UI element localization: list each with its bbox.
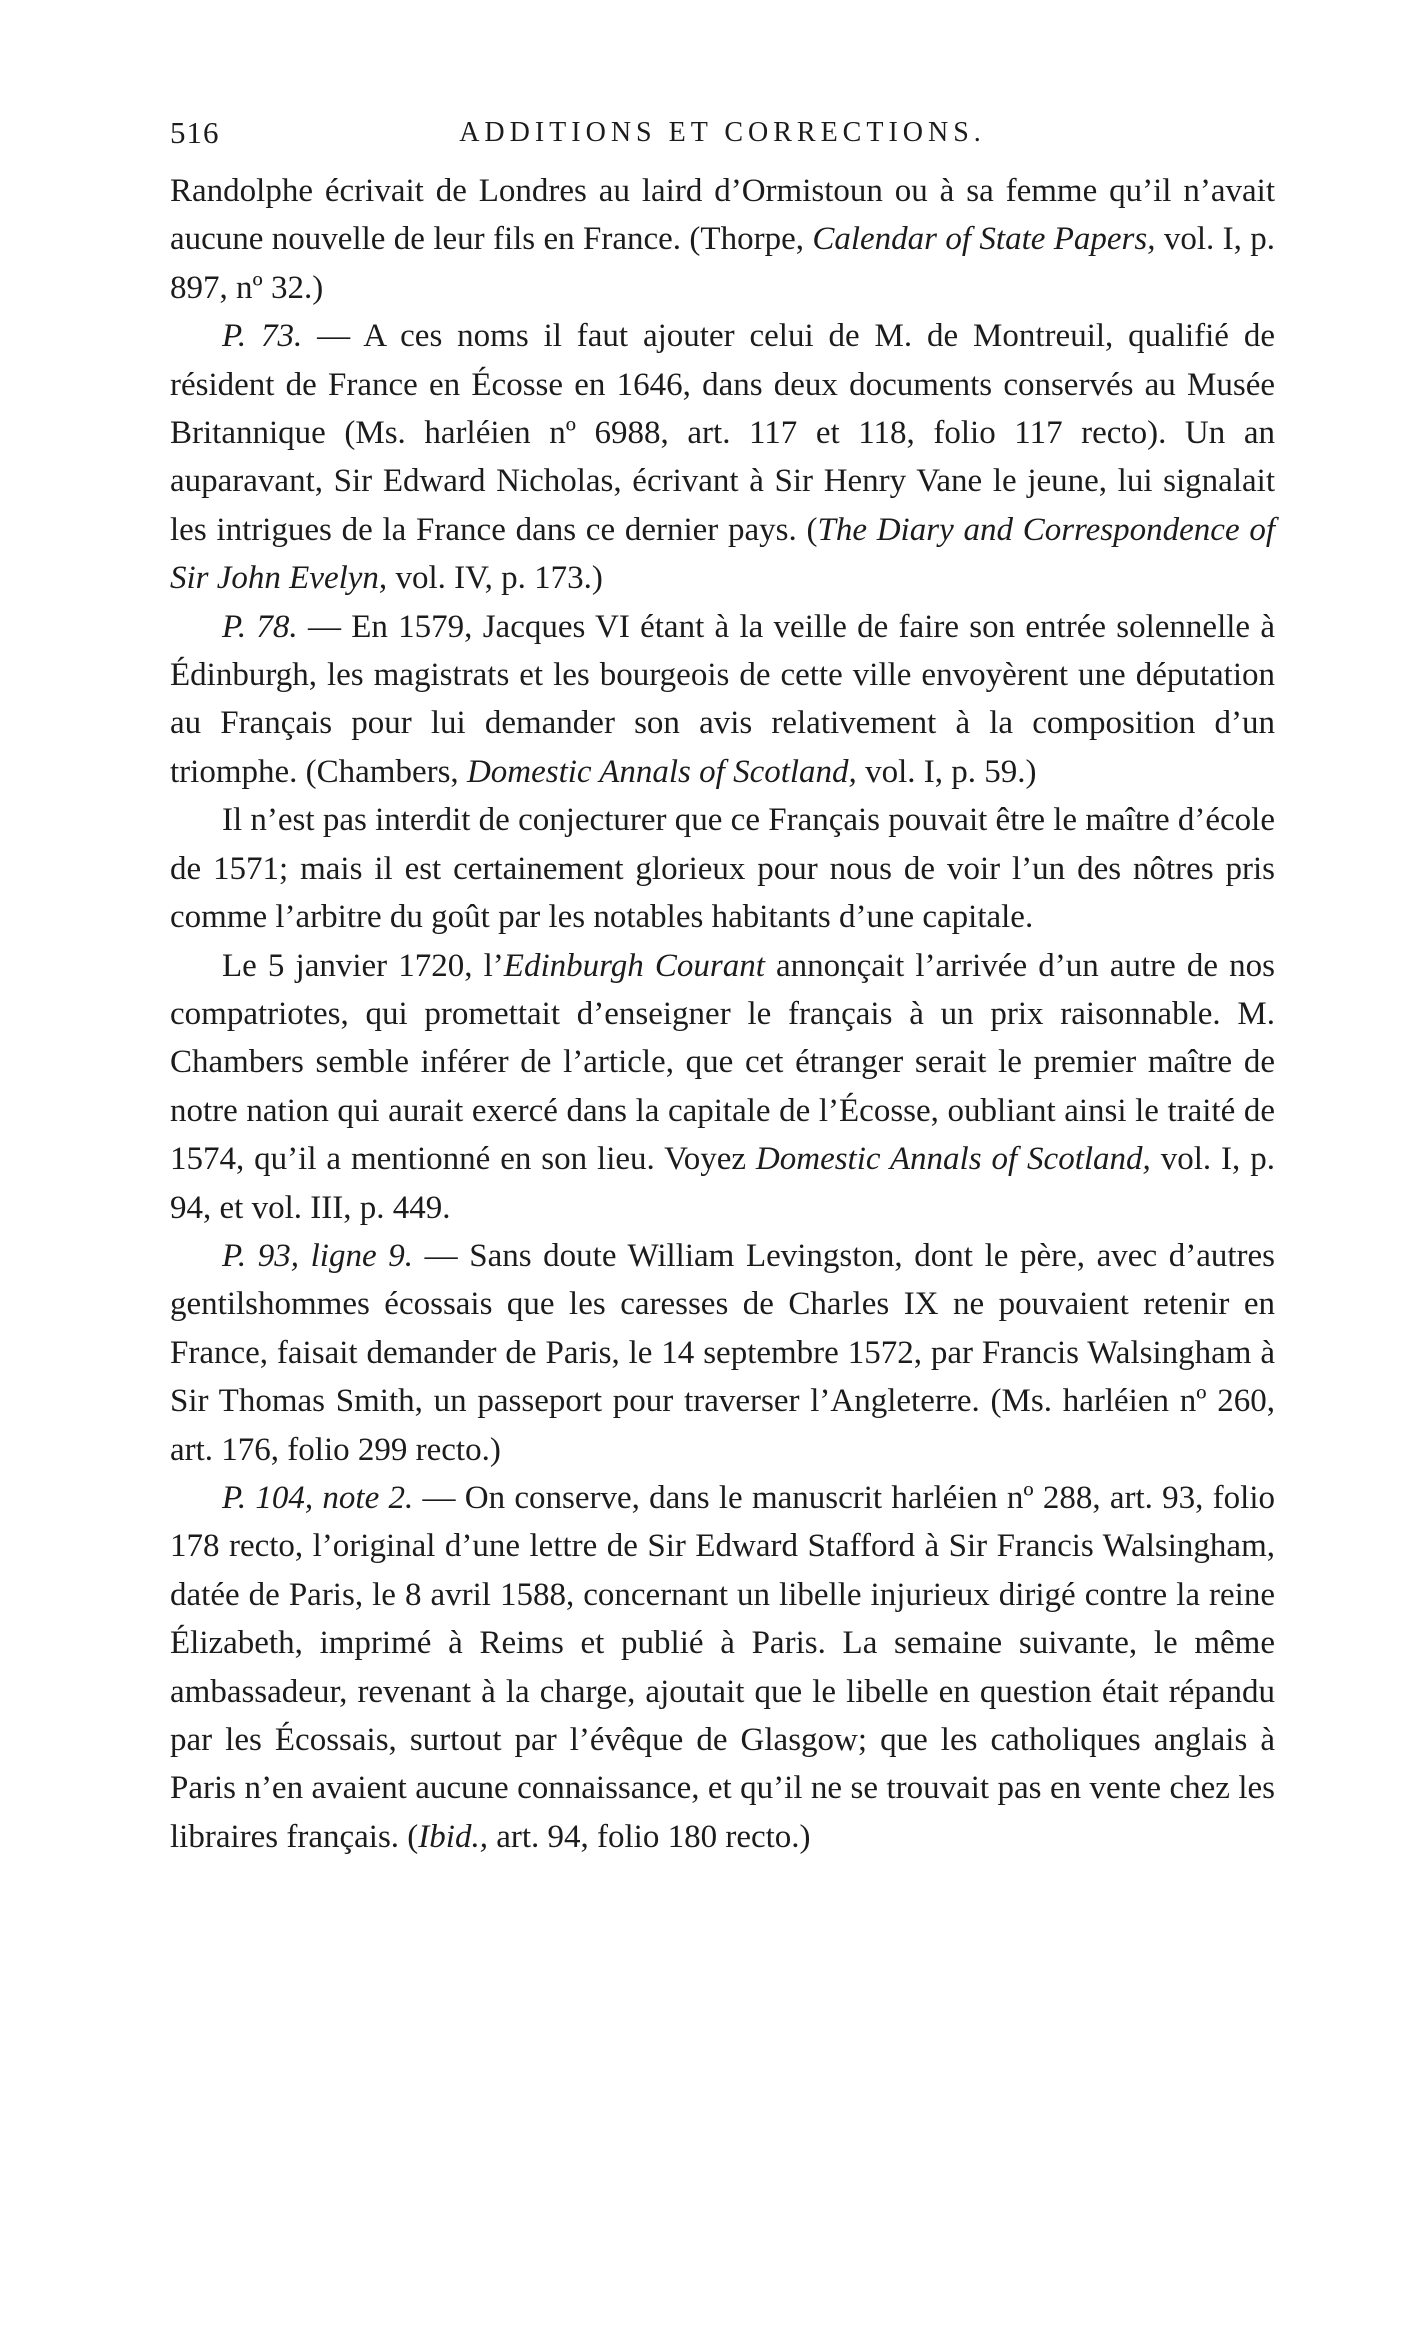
paragraph <box>170 796 1275 941</box>
italic-reference: Ibid., <box>418 1818 488 1855</box>
text-run: — En 1579, Jacques VI étant à la veille de faire son entrée solennelle à Édinburgh, les magistrats et les bourgeois de cette ville envoyèrent une députation au Français pour lui demander son avis relativement à la composition d’un triomphe. (Chambers, <box>170 608 1275 790</box>
italic-reference: Calendar of State Papers, <box>812 221 1156 258</box>
text-run: — On conserve, dans le manuscrit harléien nº 288, art. 93, folio 178 recto, l’original d’une lettre de Sir Edward Stafford à Sir Francis Walsingham, datée de Paris, le 8 avril 1588, concernant un libelle injurieux dirigé contre la reine Élizabeth, imprimé à Reims et publié à Paris. La semaine suivante, le même ambassadeur, revenant à la charge, ajoutait que le libelle en question était répandu par les Écossais, surtout par l’évêque de Glasgow; que les catholiques anglais à Paris n’en avaient aucune connaissance, et qu’il ne se trouvait pas en vente chez les libraires français. ( <box>170 1479 1275 1855</box>
paragraph <box>170 1474 1275 1861</box>
italic-reference: P. 104, note 2. <box>222 1479 414 1516</box>
text-run: vol. I, p. 59.) <box>856 753 1037 790</box>
text-run: Le 5 janvier 1720, l’ <box>222 947 504 984</box>
text-run: Il n’est pas interdit de conjecturer que ce Français pouvait être le maître d’école de 1571; mais il est certainement glorieux pour nous de voir l’un des nôtres pris comme l’arbitre du goût par les notables habitants d’une capitale. <box>170 802 1275 936</box>
text-run: annonçait l’arrivée d’un autre de nos compatriotes, qui promettait d’enseigner le français à un prix raisonnable. M. Chambers semble inférer de l’article, que cet étranger serait le premier maître de notre nation qui aurait exercé dans la capitale de l’Écosse, oubliant ainsi le traité de 1574, qu’il a mentionné en son lieu. Voyez <box>170 947 1275 1178</box>
italic-reference: P. 73. <box>222 318 303 355</box>
page-header <box>170 115 1275 167</box>
page-number: 516 <box>170 115 220 150</box>
body-text <box>170 167 1275 1861</box>
running-title: ADDITIONS ET CORRECTIONS. <box>459 117 986 148</box>
italic-reference: Domestic Annals of Scotland, <box>466 753 857 790</box>
italic-reference: Domestic Annals of Scotland, <box>755 1141 1151 1178</box>
text-run: vol. I, p. 94, et vol. III, p. 449. <box>170 1141 1275 1226</box>
italic-reference: P. 93, ligne 9. <box>222 1237 413 1274</box>
paragraph <box>170 603 1275 797</box>
italic-reference: Edinburgh Courant <box>503 947 765 984</box>
text-run: art. 94, folio 180 recto.) <box>487 1818 811 1855</box>
text-run: vol. IV, p. 173.) <box>387 560 603 597</box>
paragraph <box>170 942 1275 1232</box>
text-run: Randolphe écrivait de Londres au laird d’Ormistoun ou à sa femme qu’il n’avait aucune nouvelle de leur fils en France. (Thorpe, <box>170 173 1275 258</box>
italic-reference: P. 78. <box>222 608 298 645</box>
paragraph <box>170 1232 1275 1474</box>
book-page <box>170 115 1275 1861</box>
text-run: vol. I, p. 897, nº 32.) <box>170 221 1275 306</box>
paragraph <box>170 167 1275 312</box>
paragraph <box>170 312 1275 602</box>
text-run: — A ces noms il faut ajouter celui de M. de Montreuil, qualifié de résident de France en Écosse en 1646, dans deux documents conservés au Musée Britannique (Ms. harléien nº 6988, art. 117 et 118, folio 117 recto). Un an auparavant, Sir Edward Nicholas, écrivant à Sir Henry Vane le jeune, lui signalait les intrigues de la France dans ce dernier pays. ( <box>170 318 1275 548</box>
text-run: — Sans doute William Levingston, dont le père, avec d’autres gentilshommes écossais que les caresses de Charles IX ne pouvaient retenir en France, faisait demander de Paris, le 14 septembre 1572, par Francis Walsingham à Sir Thomas Smith, un passeport pour traverser l’Angleterre. (Ms. harléien nº 260, art. 176, folio 299 recto.) <box>170 1237 1275 1468</box>
italic-reference: The Diary and Correspondence of Sir John Evelyn, <box>170 511 1275 597</box>
